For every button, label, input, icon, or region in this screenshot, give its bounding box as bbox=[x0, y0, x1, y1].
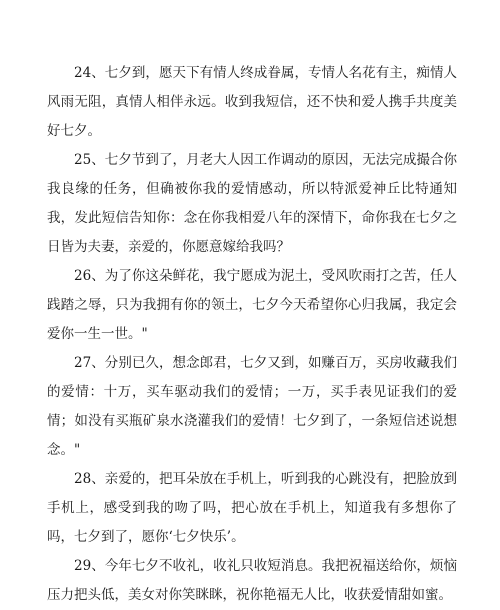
paragraph-27: 27、分别已久，想念郎君，七夕又到，如赚百万，买房收藏我们的爱情：十万，买车驱动我们的爱情；一万，买手表见证我们的爱情；如没有买瓶矿泉水浇灌我们的爱情！七夕到了，一条短信述说想念。" bbox=[47, 355, 457, 458]
paragraph-28: 28、亲爱的，把耳朵放在手机上，听到我的心跳没有，把脸放到手机上，感受到我的吻了吗，把心放在手机上，知道我有多想你了吗，七夕到了，愿你‘七夕快乐’。 bbox=[47, 471, 457, 545]
paragraph-29: 29、今年七夕不收礼，收礼只收短消息。我把祝福送给你，烦恼压力把头低，美女对你笑眯眯，祝你艳福无人比，收获爱情甜如蜜。 bbox=[47, 558, 457, 603]
document-body bbox=[47, 59, 457, 610]
paragraph-25: 25、七夕节到了，月老大人因工作调动的原因，无法完成撮合你我良缘的任务，但确被你我的爱情感动，所以特派爱神丘比特通知我，发此短信告知你：念在你我相爱八年的深情下，命你我在七夕之日皆为夫妻，亲爱的，你愿意嫁给我吗？ bbox=[47, 152, 457, 255]
paragraph-24: 24、七夕到，愿天下有情人终成眷属，专情人名花有主，痴情人风雨无阻，真情人相伴永远。收到我短信，还不快和爱人携手共度美好七夕。 bbox=[47, 65, 457, 139]
paragraph-26: 26、为了你这朵鲜花，我宁愿成为泥土，受风吹雨打之苦，任人践踏之辱，只为我拥有你的领土，七夕今天希望你心归我属，我定会爱你一生一世。" bbox=[47, 268, 457, 342]
